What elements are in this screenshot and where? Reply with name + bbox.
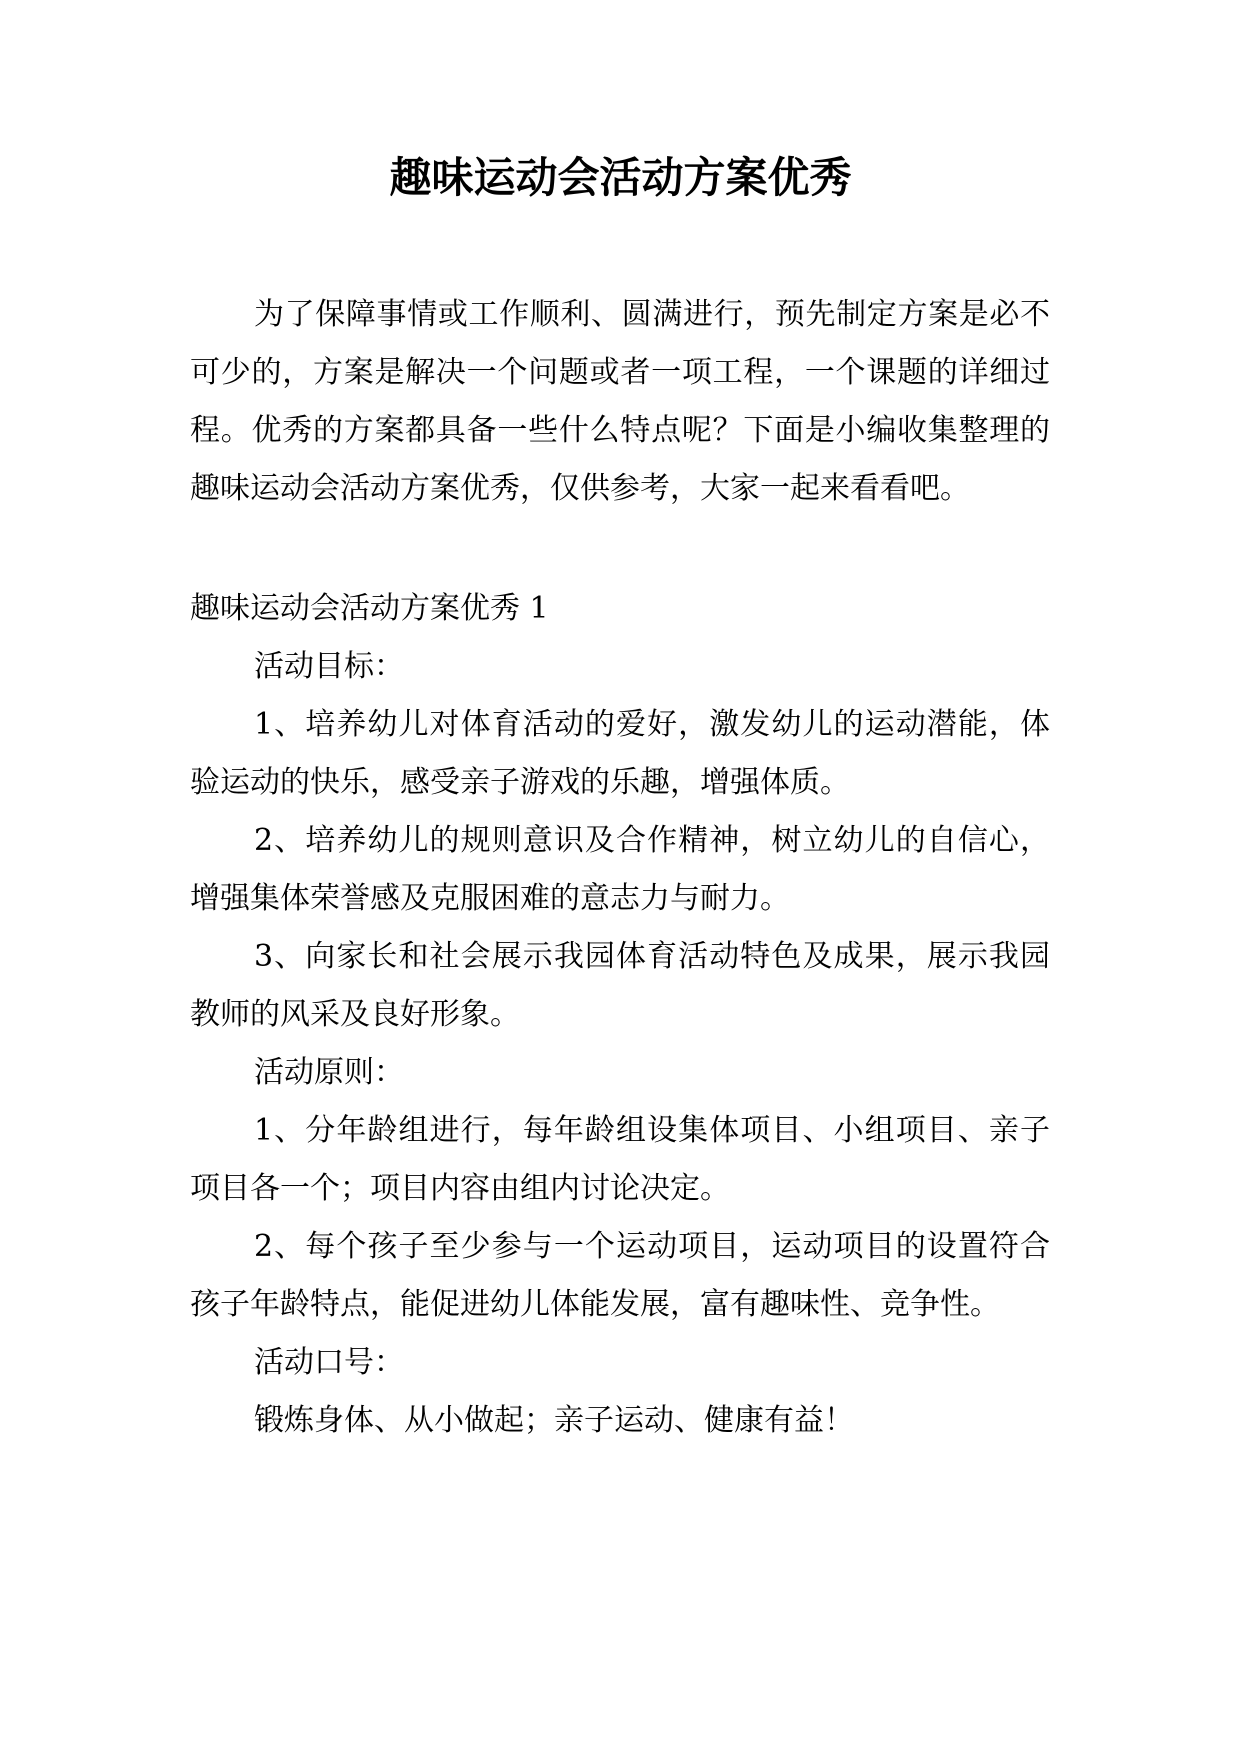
- goal-item-3: 3、向家长和社会展示我园体育活动特色及成果，展示我园教师的风采及良好形象。: [190, 939, 1050, 1032]
- principle-item-1: 1、分年龄组进行，每年龄组设集体项目、小组项目、亲子项目各一个；项目内容由组内讨论决定。: [190, 1113, 1050, 1206]
- principle-item-2: 2、每个孩子至少参与一个运动项目，运动项目的设置符合孩子年龄特点，能促进幼儿体能发展，富有趣味性、竞争性。: [190, 1229, 1050, 1322]
- activity-goals-heading: 活动目标：: [254, 649, 404, 684]
- goal-item-1: 1、培养幼儿对体育活动的爱好，激发幼儿的运动潜能，体验运动的快乐，感受亲子游戏的乐趣，增强体质。: [190, 707, 1050, 800]
- activity-slogan-heading: 活动口号：: [254, 1345, 404, 1380]
- goal-item-2: 2、培养幼儿的规则意识及合作精神，树立幼儿的自信心，增强集体荣誉感及克服困难的意志力与耐力。: [190, 823, 1050, 916]
- document-title: 趣味运动会活动方案优秀: [389, 153, 852, 202]
- intro-paragraph: 为了保障事情或工作顺利、圆满进行，预先制定方案是必不可少的，方案是解决一个问题或者一项工程，一个课题的详细过程。优秀的方案都具备一些什么特点呢？下面是小编收集整理的趣味运动会活动方案优秀，仅供参考，大家一起来看看吧。: [190, 297, 1050, 506]
- activity-slogan: 锻炼身体、从小做起；亲子运动、健康有益！: [254, 1403, 854, 1438]
- activity-principles-heading: 活动原则：: [254, 1055, 404, 1090]
- section-heading: 趣味运动会活动方案优秀 1: [190, 591, 549, 626]
- document-body: [190, 286, 1050, 1450]
